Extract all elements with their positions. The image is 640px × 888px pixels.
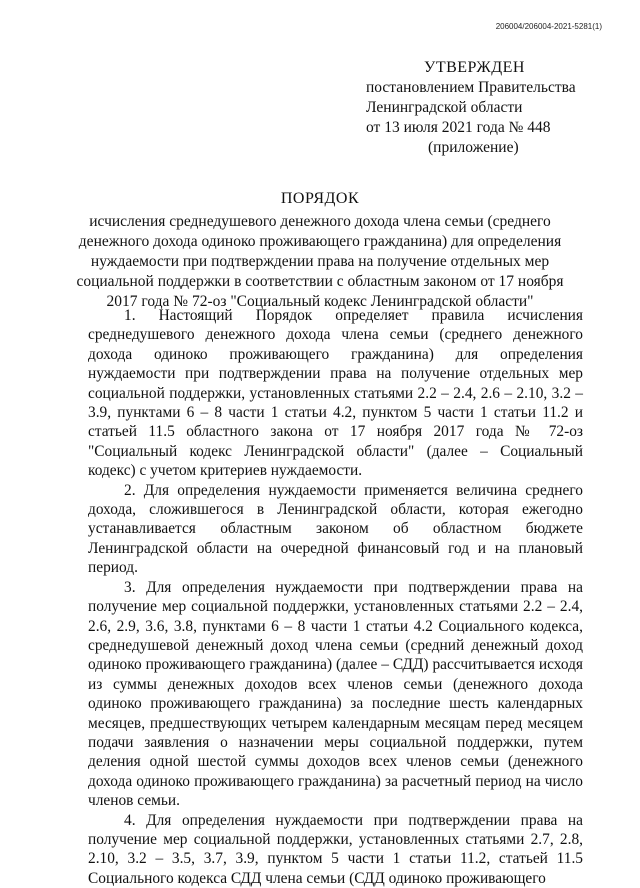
approval-line-2: Ленинградской области (366, 99, 523, 116)
paragraph-4: 4. Для определения нуждаемости при подтверждении права на получение мер социальной поддержки, установленных статьями 2.7, 2.8, 2.10, 3.2 – 3.5, 3.7, 3.9, пунктом 5 части 1 статьи 11.2, статьей 11.5 Социального кодекса СДД члена семьи (СДД одиноко проживающего (88, 811, 583, 887)
paragraph-1: 1. Настоящий Порядок определяет правила исчисления среднедушевого денежного дохода члена семьи (среднего денежного дохода одиноко проживающего гражданина) для определения нуждаемости при подтверждении права на получение отдельных мер социальной поддержки, установленных статьями 2.2 – 2.4, 2.6 – 2.10, 3.2 – 3.9, пунктами 6 – 8 части 1 статьи 4.2, пунктом 5 части 1 статьи 11.2 и статьей 11.5 областного закона от 17 ноября 2017 года № 72-оз "Социальный кодекс Ленинградской области" (далее – Социальный кодекс) с учетом критериев нуждаемости. (88, 307, 583, 480)
approval-line-1: постановлением Правительства (366, 79, 576, 96)
approval-line-4: (приложение) (428, 139, 519, 156)
paragraph-3: 3. Для определения нуждаемости при подтверждении права на получение мер социальной поддержки, установленных статьями 2.2 – 2.4, 2.6, 2.9, 3.6, 3.8, пунктами 6 – 8 части 1 статьи 4.2 Социального кодекса, среднедушевой денежный доход члена семьи (средний денежный доход одиноко проживающего гражданина) (далее – СДД) рассчитывается исходя из суммы денежных доходов всех членов семьи (денежного дохода одиноко проживающего гражданина) за последние шесть календарных месяцев, предшествующих четырем календарным месяцам перед месяцем подачи заявления о назначении меры социальной поддержки, путем деления одной шестой суммы доходов всех членов семьи (денежного дохода одиноко проживающего гражданина) за расчетный период на число членов семьи. (88, 578, 583, 810)
document-title: ПОРЯДОК (280, 190, 360, 207)
approval-heading: УТВЕРЖДЕН (424, 59, 525, 76)
paragraph-2: 2. Для определения нуждаемости применяется величина среднего дохода, сложившегося в Ленинградской области, которая ежегодно устанавливается областным законом об областном бюджете Ленинградской области на очередной финансовый год и на плановый период. (88, 481, 583, 577)
document-subtitle: исчисления среднедушевого денежного дохода члена семьи (среднего денежного дохода одиноко проживающего гражданина) для определения нуждаемости при подтверждении права на получение отдельных мер социальной поддержки в соответствии с областным законом от 17 ноября 2017 года № 72-оз "Социальный кодекс Ленинградской области" (76, 213, 564, 310)
approval-line-3: от 13 июля 2021 года № 448 (366, 119, 551, 136)
document-number: 206004/206004-2021-5281(1) (495, 22, 602, 31)
document-body (88, 306, 583, 888)
approval-block (366, 58, 616, 158)
